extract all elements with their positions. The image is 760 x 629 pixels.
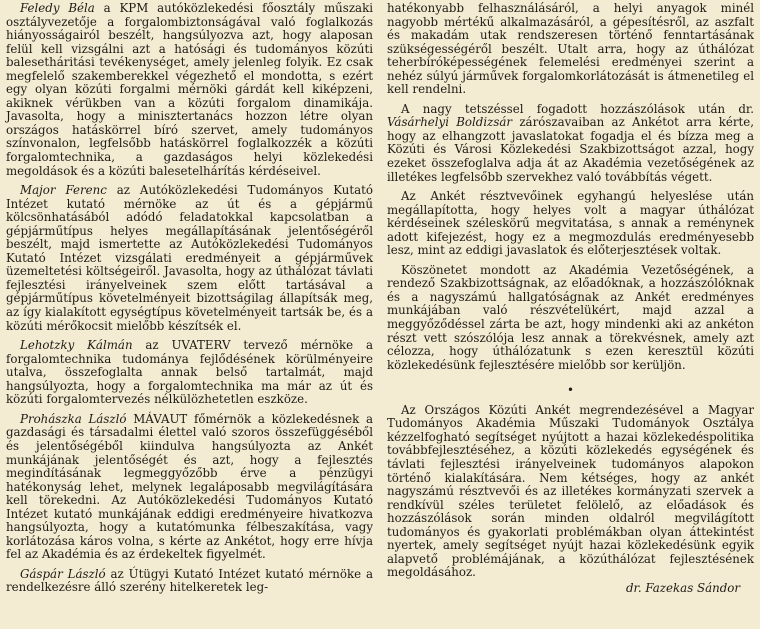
paragraph-major — [6, 184, 373, 333]
paragraph-feledy — [6, 2, 373, 178]
speaker-name: Gáspár László — [20, 566, 106, 581]
paragraph-prohaszka — [6, 413, 373, 562]
paragraph-text: Az Országos Közúti Ankét megrendezésével a Magyar Tudományos Akadémia Műszaki Tudományok Osztálya kézzelfogható segítséget nyújtott a hazai közlekedéspolitika továbbfejlesztéséhez, a közúti közlekedés egységének és távlati fejlesztési irányelveinek tudományos alapokon történő kialakítására. Nem kétséges, hogy az ankét nagyszámú résztvevői és az illetékes kormányzati szervek a rendkívül széles területet felölelő, az előadások és hozzászólások során minden oldalról megvilágított tudományos és gyakorlati problémákban olyan áttekintést nyertek, amely segítséget nyújt hazai közlekedésünk egyik alapvető problémájának, a közúthálózat fejlesztésének megoldásához. — [387, 402, 754, 580]
paragraph-text: Az Ankét résztvevőinek egyhangú helyeslése után megállapította, hogy helyes volt a magyar úthálózat kérdéseinek széleskörű megvitatása, s annak a reménynek adott kifejezést, hogy ez a megmozdulás eredményesebb lesz, mint az eddigi javaslatok és előterjesztések voltak. — [387, 189, 754, 258]
speaker-name: Vásárhelyi Boldizsár — [387, 115, 513, 130]
paragraph-vasarhelyi — [387, 103, 754, 184]
speaker-name: Prohászka László — [20, 411, 127, 426]
paragraph-approval — [387, 190, 754, 258]
paragraph-text: hatékonyabb felhasználásáról, a helyi anyagok minél nagyobb mértékű alkalmazásáról, a gépesítésről, az aszfalt és makadám utak rendszeresen történő fenntartásának szükségességéről beszélt. Utalt arra, hogy az úthálózat teherbíróképességének felemelési eredményei szerint a nehéz súlyú járművek forgalomkorlátozását is átmenetileg el kell rendelni. — [387, 1, 754, 97]
speaker-name: Feledy Béla — [20, 1, 95, 15]
paragraph-gaspar — [6, 568, 373, 595]
paragraph-lead: A nagy tetszéssel fogadott hozzászólások után dr. — [401, 101, 754, 116]
paragraph-text: a KPM autóközlekedési főosztály műszaki osztályvezetője a forgalombiztonságával való foglalkozás hiányosságairól beszélt, hangsúlyozva azt, hogy alaposan felül kell vizsgálni azt a hatósági és tudományos közúti balesetháritási tevékenységet, amely jelenleg folyik. Ez csak megfelelő szakemberekkel végezhető el mondotta, s ezért egy olyan közúti forgalmi mérnöki gárdát kell kiképzeni, akiknek vérükben van a közúti forgalom dinamikája. Javasolta, hogy a minisztertanács hozzon létre olyan országos hatáskörrel bíró szervet, amely tudományos színvonalon, legfelsőbb hatáskörrel foglalkozzék a közúti forgalomtechnika, a gazdaságos helyi közlekedési megoldások és a közúti balesetelhárítás kérdéseivel. — [6, 1, 374, 178]
author-signature: dr. Fazekas Sándor — [626, 580, 740, 595]
paragraph-text: az UVATERV tervező mérnöke a forgalomtechnika tudománya fejlődésének körülményeire utalva, összefoglalta annak belső tartalmát, majd hangsúlyozta, hogy a forgalomtechnika ma már az út és közúti forgalomtervezés nélkülözhetetlen eszköze. — [6, 338, 373, 407]
section-separator: • — [567, 383, 574, 398]
paragraph-gaspar-continued — [387, 2, 754, 97]
paragraph-text: zárószavaiban az Ankétot arra kérte, hogy az elhangzott javaslatokat fogadja el és bízza meg a Közúti és Városi Közlekedési Szakbizottságot azzal, hogy ezeket összefoglalva adja át az Akadémia vezetőségének az illetékes legfelsőbb szervekhez való továbbítás végett. — [387, 115, 754, 184]
paragraph-text: az Autóközlekedési Tudományos Kutató Intézet kutató mérnöke az út és a gépjármű kölcsönhatásából adódó feladatokkal kapcsolatban a gépjárműtípus helyes megállapításának jelentőségéről beszélt, majd ismertette az Autóközlekedési Tudományos Kutató Intézet vizsgálati eredményeit a gépjárművek üzemeltetési költségeiről. Javasolta, hogy az úthálózat távlati fejlesztési irányelveinek szem előtt tartásával a gépjárműtípus követelményeit bizottságilag állapítsák meg, az így kialakított egységtípus követelményeit tartsák be, és a közúti mérőkocsit mielőbb készítsék el. — [6, 183, 373, 333]
speaker-name: Lehotzky Kálmán — [20, 338, 133, 353]
paragraph-text: az Útügyi Kutató Intézet kutató mérnöke a rendelkezésre álló szerény hitelkeretek leg- — [6, 566, 373, 595]
paragraph-text: Köszönetet mondott az Akadémia Vezetőségének, a rendező Szakbizottságnak, az előadóknak, a hozzászólóknak és a nagyszámú hallgatóságnak az Ankét eredményes munkájában való részvételükért, majd azzal a meggyőződéssel zárta be azt, hogy mindenki aki az ankéton részt vett szószólója lesz annak a törekvésnek, amely azt célozza, hogy úthálózatunk s ezen keresztül közúti közlekedésünk fejlesztésére mielőbb sor kerüljön. — [387, 262, 754, 372]
paragraph-lehotzky — [6, 339, 373, 407]
paragraph-thanks — [387, 264, 754, 372]
left-column — [6, 2, 373, 629]
paragraph-conclusion — [387, 404, 754, 580]
right-column — [387, 2, 754, 629]
paragraph-text: MÁVAUT főmérnök a közlekedésnek a gazdasági és társadalmi élettel való szoros összefüggéséből és jelentőségéből kiindulva hangsúlyozta az Ankét munkájának jelentőségét és azt, hogy a fejlesztés megindításának legmeggyőzőbb érve a pénzügyi hatékonyság lehet, melynek legaláposabb megvilágítására kell törekedni. Az Autóközlekedési Tudományos Kutató Intézet kutató munkájának eddigi eredményeire hivatkozva hangsúlyozta, hogy a kutatómunka félbeszakítása, vagy korlátozása káros volna, s kérte az Ankétot, hogy erre hívja fel az Akadémia és az érdekeltek figyelmét. — [6, 411, 373, 562]
speaker-name: Major Ferenc — [20, 183, 107, 198]
